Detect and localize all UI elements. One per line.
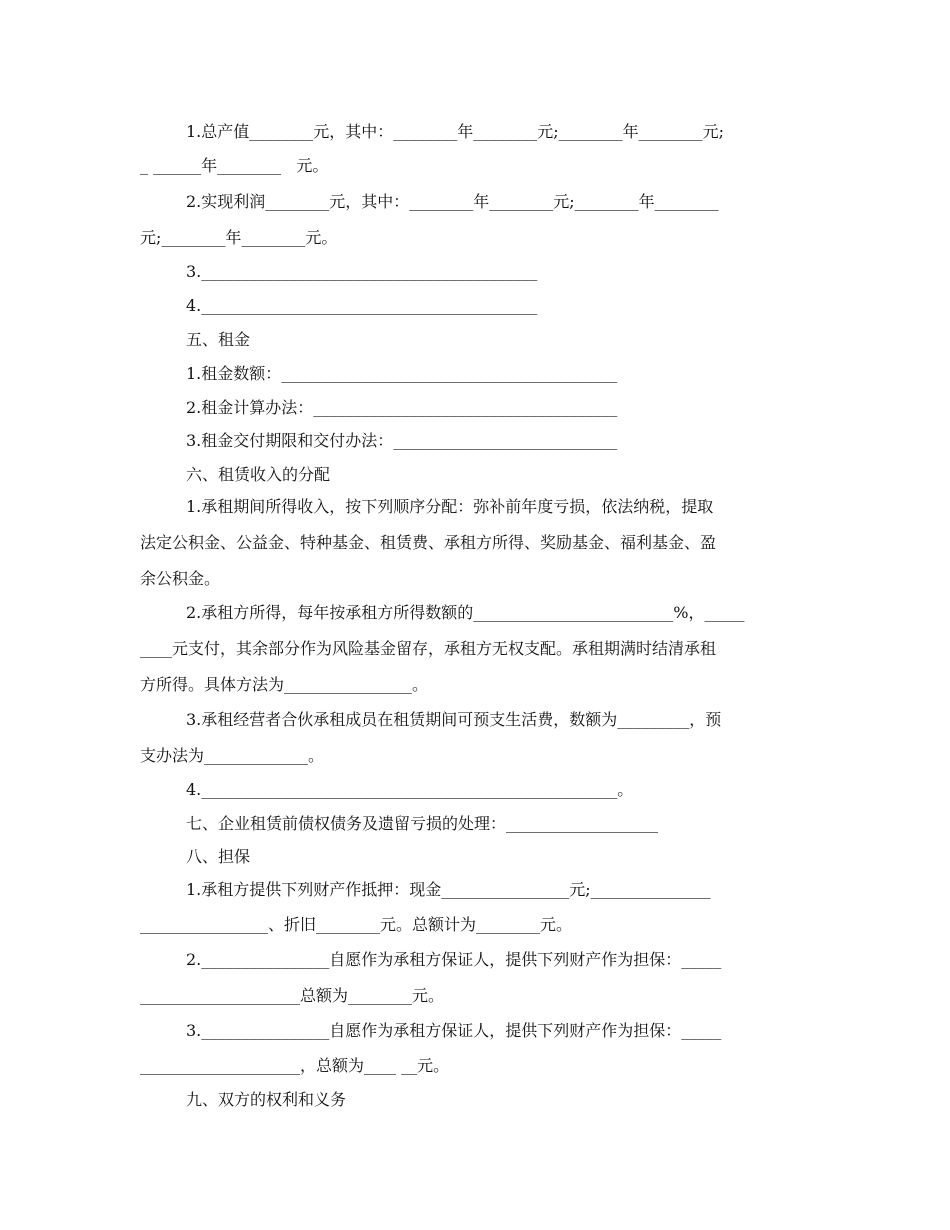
text-line: 支办法为_____________。: [140, 746, 325, 765]
text-line: 4.__________________________________________: [186, 296, 538, 315]
text-line: 3.承租经营者合伙承租成员在租赁期间可预支生活费，数额为_________，预: [186, 710, 722, 729]
text-line: ________________、折旧________元。总额计为________元。: [140, 915, 573, 934]
text-line: 余公积金。: [140, 569, 221, 588]
text-line: 3.租金交付期限和交付办法：____________________________: [186, 431, 618, 450]
text-line: ____________________，总额为____ __元。: [140, 1056, 450, 1075]
text-line: _ ______年________ 元。: [140, 156, 329, 175]
text-line: 1.租金数额：__________________________________________: [186, 364, 618, 383]
text-line: 元;________年________元。: [140, 228, 338, 247]
section-heading: 八、担保: [186, 847, 251, 866]
text-line: 1.承租期间所得收入，按下列顺序分配：弥补前年度亏损，依法纳税，提取: [186, 497, 714, 516]
section-heading: 五、租金: [186, 330, 251, 349]
text-line: 2.租金计算办法：______________________________________: [186, 398, 618, 417]
text-line: 2.实现利润________元，其中：________年________元;________年________: [186, 192, 719, 211]
text-line: 方所得。具体方法为________________。: [140, 675, 429, 694]
section-heading: 九、双方的权利和义务: [186, 1090, 347, 1109]
section-heading: 七、企业租赁前债权债务及遗留亏损的处理：___________________: [186, 814, 659, 833]
text-line: 4.____________________________________________________。: [186, 780, 634, 799]
text-line: ____元支付，其余部分作为风险基金留存，承租方无权支配。承租期满时结清承租: [140, 639, 717, 658]
text-line: ____________________总额为________元。: [140, 986, 445, 1005]
text-line: 3.________________自愿作为承租方保证人，提供下列财产作为担保：_____: [186, 1021, 722, 1040]
text-line: 3.__________________________________________: [186, 262, 538, 281]
text-line: 1.承租方提供下列财产作抵押：现金________________元;_______________: [186, 880, 711, 899]
section-heading: 六、租赁收入的分配: [186, 465, 331, 484]
text-line: 2.________________自愿作为承租方保证人，提供下列财产作为担保：_____: [186, 950, 722, 969]
text-line: 1.总产值________元，其中：________年________元;________年________元;: [186, 122, 725, 141]
text-line: 2.承租方所得，每年按承租方所得数额的_________________________%，_____: [186, 603, 745, 622]
text-line: 法定公积金、公益金、特种基金、租赁费、承租方所得、奖励基金、福利基金、盈: [140, 533, 717, 552]
